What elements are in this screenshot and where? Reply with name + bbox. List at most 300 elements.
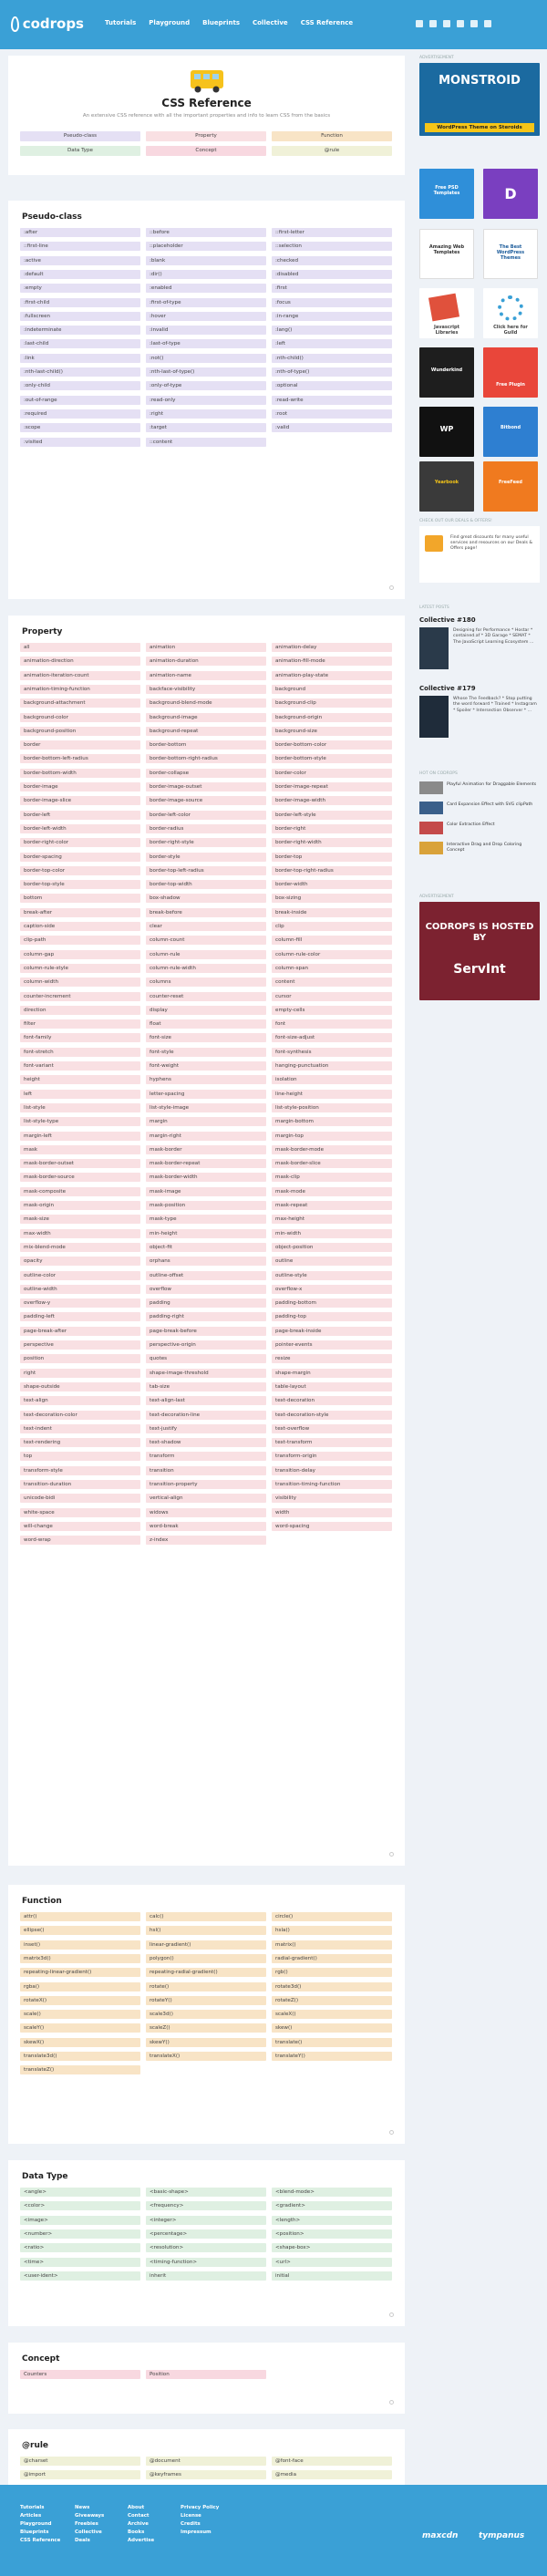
pseudo-item[interactable]: :nth-child() [272,354,392,363]
property-item[interactable]: text-rendering [20,1438,140,1447]
property-item[interactable]: font-weight [146,1061,266,1071]
pseudo-item[interactable]: :target [146,423,266,432]
property-item[interactable]: background-position [20,727,140,736]
property-item[interactable]: white-space [20,1508,140,1517]
function-item[interactable]: circle() [272,1912,392,1921]
ad-web-templates[interactable] [419,229,474,279]
property-item[interactable]: transition [146,1466,266,1475]
property-item[interactable]: columns [146,978,266,987]
property-item[interactable]: transform [146,1452,266,1461]
property-item[interactable]: overflow [146,1285,266,1294]
pseudo-item[interactable]: :focus [272,298,392,307]
property-item[interactable]: animation-fill-mode [272,657,392,666]
function-item[interactable]: rotateX() [20,1996,140,2005]
property-item[interactable]: border-left-color [146,811,266,820]
ad-wunderkind[interactable] [419,347,474,398]
demo-title[interactable]: Interactive Drag and Drop Coloring Concept [447,843,522,853]
property-item[interactable]: border-right-color [20,838,140,847]
property-item[interactable]: text-overflow [272,1424,392,1433]
property-item[interactable]: column-rule-width [146,964,266,973]
function-item[interactable]: rotate() [146,1982,266,1991]
footer-link[interactable]: Deals [75,2538,90,2543]
property-item[interactable]: quotes [146,1354,266,1363]
category-function[interactable]: Function [272,131,392,141]
property-item[interactable]: word-spacing [272,1522,392,1531]
property-item[interactable]: background-image [146,713,266,722]
property-item[interactable]: tab-size [146,1382,266,1391]
property-item[interactable]: all [20,643,140,652]
google-plus-icon[interactable] [470,20,478,27]
maxcdn-logo[interactable]: maxcdn [422,2531,459,2540]
property-item[interactable]: clear [146,922,266,931]
property-item[interactable]: border-left [20,811,140,820]
function-item[interactable]: rotateY() [146,1996,266,2005]
back-to-top-icon[interactable] [389,585,394,590]
pseudo-item[interactable]: ::content [146,438,266,447]
nav-collective[interactable]: Collective [252,19,288,26]
property-item[interactable]: border-collapse [146,769,266,778]
property-item[interactable]: mask-border-mode [272,1145,392,1154]
property-item[interactable]: unicode-bidi [20,1494,140,1503]
property-item[interactable]: border-top-left-radius [146,866,266,875]
property-item[interactable]: visibility [272,1494,392,1503]
property-item[interactable]: border-top-right-radius [272,866,392,875]
property-item[interactable]: cursor [272,992,392,1001]
function-item[interactable]: inset() [20,1940,140,1950]
property-item[interactable]: border-image-repeat [272,782,392,791]
function-item[interactable]: matrix3d() [20,1954,140,1963]
deals-box[interactable] [419,526,540,583]
property-item[interactable]: outline-style [272,1271,392,1280]
property-item[interactable]: hyphens [146,1075,266,1084]
pseudo-item[interactable]: :in-range [272,312,392,321]
property-item[interactable]: direction [20,1006,140,1015]
property-item[interactable]: font-style [146,1048,266,1057]
property-item[interactable]: outline-color [20,1271,140,1280]
category-concept[interactable]: Concept [146,146,266,156]
pseudo-item[interactable]: :scope [20,423,140,432]
property-item[interactable]: mask-size [20,1215,140,1224]
property-item[interactable]: mask-clip [272,1173,392,1182]
category-data-type[interactable]: Data Type [20,146,140,156]
ad-guild[interactable] [483,288,538,338]
property-item[interactable]: column-count [146,936,266,945]
property-item[interactable]: object-fit [146,1243,266,1252]
property-item[interactable]: max-width [20,1229,140,1238]
property-item[interactable]: background-origin [272,713,392,722]
datatype-item[interactable]: <basic-shape> [146,2188,266,2197]
datatype-item[interactable]: inherit [146,2271,266,2281]
property-item[interactable]: object-position [272,1243,392,1252]
property-item[interactable]: backface-visibility [146,685,266,694]
pseudo-item[interactable]: :link [20,354,140,363]
property-item[interactable]: margin-left [20,1132,140,1141]
nav-css-reference[interactable]: CSS Reference [300,19,354,26]
codrops-logo[interactable] [11,13,84,35]
function-item[interactable]: skewY() [146,2038,266,2047]
back-to-top-icon[interactable] [389,1852,394,1857]
function-item[interactable]: repeating-radial-gradient() [146,1968,266,1977]
footer-link[interactable]: Giveaways [75,2513,105,2519]
function-item[interactable]: scaleY() [20,2023,140,2033]
pseudo-item[interactable]: :right [146,409,266,419]
pseudo-item[interactable]: :out-of-range [20,396,140,405]
pseudo-item[interactable]: :indeterminate [20,326,140,335]
property-item[interactable]: break-before [146,908,266,917]
email-icon[interactable] [429,20,437,27]
pseudo-item[interactable]: :required [20,409,140,419]
function-item[interactable]: skew() [272,2023,392,2033]
footer-link[interactable]: Collective [75,2529,102,2535]
property-item[interactable]: shape-margin [272,1369,392,1378]
property-item[interactable]: background-color [20,713,140,722]
property-item[interactable]: font [272,1019,392,1029]
property-item[interactable]: pointer-events [272,1340,392,1350]
footer-link[interactable]: Books [128,2529,145,2535]
property-item[interactable]: margin-bottom [272,1117,392,1126]
back-to-top-icon[interactable] [389,2400,394,2405]
property-item[interactable]: animation-timing-function [20,685,140,694]
pseudo-item[interactable]: ::before [146,228,266,237]
property-item[interactable]: perspective-origin [146,1340,266,1350]
property-item[interactable]: animation [146,643,266,652]
pseudo-item[interactable]: :dir() [146,270,266,279]
pseudo-item[interactable]: :nth-of-type() [272,367,392,377]
property-item[interactable]: background-size [272,727,392,736]
property-item[interactable]: text-indent [20,1424,140,1433]
demo-title[interactable]: Card Expansion Effect with SVG clipPath [447,802,533,807]
pseudo-item[interactable]: ::selection [272,242,392,251]
footer-link[interactable]: Playground [20,2521,52,2527]
back-to-top-icon[interactable] [389,2312,394,2317]
property-item[interactable]: word-break [146,1522,266,1531]
datatype-item[interactable]: <ratio> [20,2243,140,2252]
property-item[interactable]: border-image-outset [146,782,266,791]
atrule-item[interactable]: @charset [20,2457,140,2466]
ad-js-libraries[interactable] [419,288,474,338]
property-item[interactable]: border-image-width [272,796,392,805]
property-item[interactable]: border-radius [146,824,266,833]
property-item[interactable]: z-index [146,1536,266,1545]
property-item[interactable]: border-style [146,853,266,862]
ad-free-psd[interactable] [419,169,474,219]
nav-playground[interactable]: Playground [149,19,191,26]
property-item[interactable]: vertical-align [146,1494,266,1503]
ad-freefeed[interactable] [483,461,538,512]
property-item[interactable]: transform-origin [272,1452,392,1461]
property-item[interactable]: box-sizing [272,894,392,903]
property-item[interactable]: width [272,1508,392,1517]
collective-180-title[interactable]: Collective #180 [419,616,476,624]
property-item[interactable]: text-shadow [146,1438,266,1447]
property-item[interactable]: outline-width [20,1285,140,1294]
function-item[interactable]: calc() [146,1912,266,1921]
property-item[interactable]: mask-border-width [146,1173,266,1182]
property-item[interactable]: border-left-width [20,824,140,833]
ad-wordpress-themes[interactable] [483,229,538,279]
atrule-item[interactable]: @import [20,2470,140,2479]
tympanus-logo[interactable]: tympanus [479,2531,525,2540]
pseudo-item[interactable]: :invalid [146,326,266,335]
property-item[interactable]: mask [20,1145,140,1154]
property-item[interactable]: resize [272,1354,392,1363]
property-item[interactable]: font-stretch [20,1048,140,1057]
rss-icon[interactable] [416,20,423,27]
nav-tutorials[interactable]: Tutorials [105,19,137,26]
pseudo-item[interactable]: :first [272,284,392,293]
property-item[interactable]: background [272,685,392,694]
github-icon[interactable] [484,20,491,27]
property-item[interactable]: border-top-width [146,880,266,889]
property-item[interactable]: list-style-position [272,1103,392,1112]
function-item[interactable]: skewX() [20,2038,140,2047]
datatype-item[interactable]: <angle> [20,2188,140,2197]
pseudo-item[interactable]: :empty [20,284,140,293]
property-item[interactable]: mask-type [146,1215,266,1224]
datatype-item[interactable]: <frequency> [146,2201,266,2210]
property-item[interactable]: border-right-width [272,838,392,847]
property-item[interactable]: overflow-x [272,1285,392,1294]
property-item[interactable]: border-width [272,880,392,889]
property-item[interactable]: mask-position [146,1201,266,1210]
category-pseudo-class[interactable]: Pseudo-class [20,131,140,141]
property-item[interactable]: border-top-style [20,880,140,889]
property-item[interactable]: text-decoration-style [272,1411,392,1420]
demo-title[interactable]: Color Extraction Effect [447,822,495,827]
back-to-top-icon[interactable] [389,2130,394,2135]
function-item[interactable]: hsla() [272,1926,392,1935]
pseudo-item[interactable]: :first-child [20,298,140,307]
property-item[interactable]: letter-spacing [146,1090,266,1099]
datatype-item[interactable]: <color> [20,2201,140,2210]
property-item[interactable]: margin-right [146,1132,266,1141]
monstroid-ad[interactable] [419,63,540,136]
property-item[interactable]: border-spacing [20,853,140,862]
footer-link[interactable]: Archive [128,2521,149,2527]
property-item[interactable]: animation-play-state [272,671,392,680]
property-item[interactable]: clip-path [20,936,140,945]
datatype-item[interactable]: <image> [20,2216,140,2225]
footer-link[interactable]: Advertise [128,2538,155,2543]
property-item[interactable]: mask-repeat [272,1201,392,1210]
collective-179-thumbnail[interactable] [419,696,449,738]
property-item[interactable]: border-right [272,824,392,833]
demo-thumbnail[interactable] [419,822,443,834]
footer-link[interactable]: License [181,2513,201,2519]
datatype-item[interactable]: <percentage> [146,2229,266,2239]
ad-free-plugin[interactable] [483,347,538,398]
property-item[interactable]: float [146,1019,266,1029]
property-item[interactable]: mask-border-slice [272,1159,392,1168]
property-item[interactable]: content [272,978,392,987]
pseudo-item[interactable]: :read-only [146,396,266,405]
pseudo-item[interactable]: :left [272,339,392,348]
property-item[interactable]: background-clip [272,698,392,708]
property-item[interactable]: counter-increment [20,992,140,1001]
property-item[interactable]: transition-delay [272,1466,392,1475]
property-item[interactable]: border-image [20,782,140,791]
function-item[interactable]: rotate3d() [272,1982,392,1991]
function-item[interactable]: repeating-linear-gradient() [20,1968,140,1977]
property-item[interactable]: page-break-after [20,1327,140,1336]
function-item[interactable]: scale() [20,2010,140,2019]
property-item[interactable]: column-rule [146,950,266,959]
property-item[interactable]: transition-property [146,1480,266,1489]
property-item[interactable]: line-height [272,1090,392,1099]
pseudo-item[interactable]: :not() [146,354,266,363]
property-item[interactable]: shape-outside [20,1382,140,1391]
function-item[interactable]: polygon() [146,1954,266,1963]
property-item[interactable]: border-bottom-left-radius [20,754,140,763]
collective-179-title[interactable]: Collective #179 [419,685,476,692]
property-item[interactable]: border-bottom-right-radius [146,754,266,763]
servint-ad[interactable] [419,902,540,1000]
function-item[interactable]: translateZ() [20,2065,140,2074]
property-item[interactable]: shape-image-threshold [146,1369,266,1378]
datatype-item[interactable]: initial [272,2271,392,2281]
datatype-item[interactable]: <user-ident> [20,2271,140,2281]
property-item[interactable]: hanging-punctuation [272,1061,392,1071]
property-item[interactable]: border-bottom-color [272,740,392,750]
concept-item[interactable]: Counters [20,2370,140,2379]
facebook-icon[interactable] [457,20,464,27]
property-item[interactable]: column-rule-color [272,950,392,959]
pseudo-item[interactable]: :visited [20,438,140,447]
footer-link[interactable]: About [128,2505,145,2510]
pseudo-item[interactable]: :only-of-type [146,381,266,390]
property-item[interactable]: orphans [146,1257,266,1266]
property-item[interactable]: max-height [272,1215,392,1224]
pseudo-item[interactable]: :last-child [20,339,140,348]
pseudo-item[interactable]: :active [20,256,140,265]
property-item[interactable]: padding-top [272,1312,392,1321]
property-item[interactable]: border-top [272,853,392,862]
demo-thumbnail[interactable] [419,802,443,814]
ad-wp[interactable] [419,407,474,457]
property-item[interactable]: animation-delay [272,643,392,652]
property-item[interactable]: background-repeat [146,727,266,736]
atrule-item[interactable]: @document [146,2457,266,2466]
property-item[interactable]: mix-blend-mode [20,1243,140,1252]
pseudo-item[interactable]: :root [272,409,392,419]
property-item[interactable]: opacity [20,1257,140,1266]
property-item[interactable]: animation-iteration-count [20,671,140,680]
datatype-item[interactable]: <position> [272,2229,392,2239]
footer-link[interactable]: Blueprints [20,2529,49,2535]
pseudo-item[interactable]: :fullscreen [20,312,140,321]
property-item[interactable]: animation-direction [20,657,140,666]
pseudo-item[interactable]: ::first-line [20,242,140,251]
function-item[interactable]: matrix() [272,1940,392,1950]
property-item[interactable]: border-color [272,769,392,778]
property-item[interactable]: font-variant [20,1061,140,1071]
property-item[interactable]: caption-side [20,922,140,931]
datatype-item[interactable]: <time> [20,2258,140,2267]
property-item[interactable]: padding [146,1298,266,1308]
pseudo-item[interactable]: :enabled [146,284,266,293]
property-item[interactable]: column-width [20,978,140,987]
datatype-item[interactable]: <number> [20,2229,140,2239]
property-item[interactable]: widows [146,1508,266,1517]
property-item[interactable]: column-fill [272,936,392,945]
property-item[interactable]: right [20,1369,140,1378]
property-item[interactable]: display [146,1006,266,1015]
property-item[interactable]: border-top-color [20,866,140,875]
function-item[interactable]: attr() [20,1912,140,1921]
function-item[interactable]: translate3d() [20,2052,140,2061]
pseudo-item[interactable]: :checked [272,256,392,265]
property-item[interactable]: transition-duration [20,1480,140,1489]
property-item[interactable]: padding-right [146,1312,266,1321]
category-at-rule[interactable]: @rule [272,146,392,156]
property-item[interactable]: isolation [272,1075,392,1084]
function-item[interactable]: ellipse() [20,1926,140,1935]
property-item[interactable]: mask-border [146,1145,266,1154]
twitter-icon[interactable] [443,20,450,27]
property-item[interactable]: counter-reset [146,992,266,1001]
datatype-item[interactable]: <gradient> [272,2201,392,2210]
property-item[interactable]: border-image-source [146,796,266,805]
property-item[interactable]: table-layout [272,1382,392,1391]
ad-yearbook[interactable] [419,461,474,512]
property-item[interactable]: left [20,1090,140,1099]
property-item[interactable]: background-blend-mode [146,698,266,708]
property-item[interactable]: font-size [146,1033,266,1042]
function-item[interactable]: scaleZ() [146,2023,266,2033]
pseudo-item[interactable]: :blank [146,256,266,265]
property-item[interactable]: padding-left [20,1312,140,1321]
pseudo-item[interactable]: :disabled [272,270,392,279]
atrule-item[interactable]: @keyframes [146,2470,266,2479]
concept-item[interactable]: Position [146,2370,266,2379]
property-item[interactable]: border [20,740,140,750]
property-item[interactable]: font-synthesis [272,1048,392,1057]
property-item[interactable]: text-align-last [146,1396,266,1405]
property-item[interactable]: min-height [146,1229,266,1238]
pseudo-item[interactable]: :last-of-type [146,339,266,348]
ad-divi[interactable] [483,169,538,219]
footer-link[interactable]: Articles [20,2513,42,2519]
property-item[interactable]: text-decoration-line [146,1411,266,1420]
property-item[interactable]: text-justify [146,1424,266,1433]
function-item[interactable]: rgba() [20,1982,140,1991]
property-item[interactable]: border-right-style [146,838,266,847]
property-item[interactable]: border-bottom-width [20,769,140,778]
footer-link[interactable]: News [75,2505,90,2510]
atrule-item[interactable]: @font-face [272,2457,392,2466]
property-item[interactable]: position [20,1354,140,1363]
property-item[interactable]: border-bottom [146,740,266,750]
property-item[interactable]: bottom [20,894,140,903]
function-item[interactable]: scale3d() [146,2010,266,2019]
property-item[interactable]: page-break-inside [272,1327,392,1336]
collective-180-thumbnail[interactable] [419,627,449,669]
category-property[interactable]: Property [146,131,266,141]
datatype-item[interactable]: <integer> [146,2216,266,2225]
datatype-item[interactable]: <blend-mode> [272,2188,392,2197]
datatype-item[interactable]: <timing-function> [146,2258,266,2267]
function-item[interactable]: translate() [272,2038,392,2047]
property-item[interactable]: border-image-slice [20,796,140,805]
pseudo-item[interactable]: :after [20,228,140,237]
pseudo-item[interactable]: :lang() [272,326,392,335]
demo-thumbnail[interactable] [419,781,443,794]
property-item[interactable]: min-width [272,1229,392,1238]
datatype-item[interactable]: <url> [272,2258,392,2267]
footer-link[interactable]: Credits [181,2521,201,2527]
property-item[interactable]: animation-duration [146,657,266,666]
pseudo-item[interactable]: :read-write [272,396,392,405]
